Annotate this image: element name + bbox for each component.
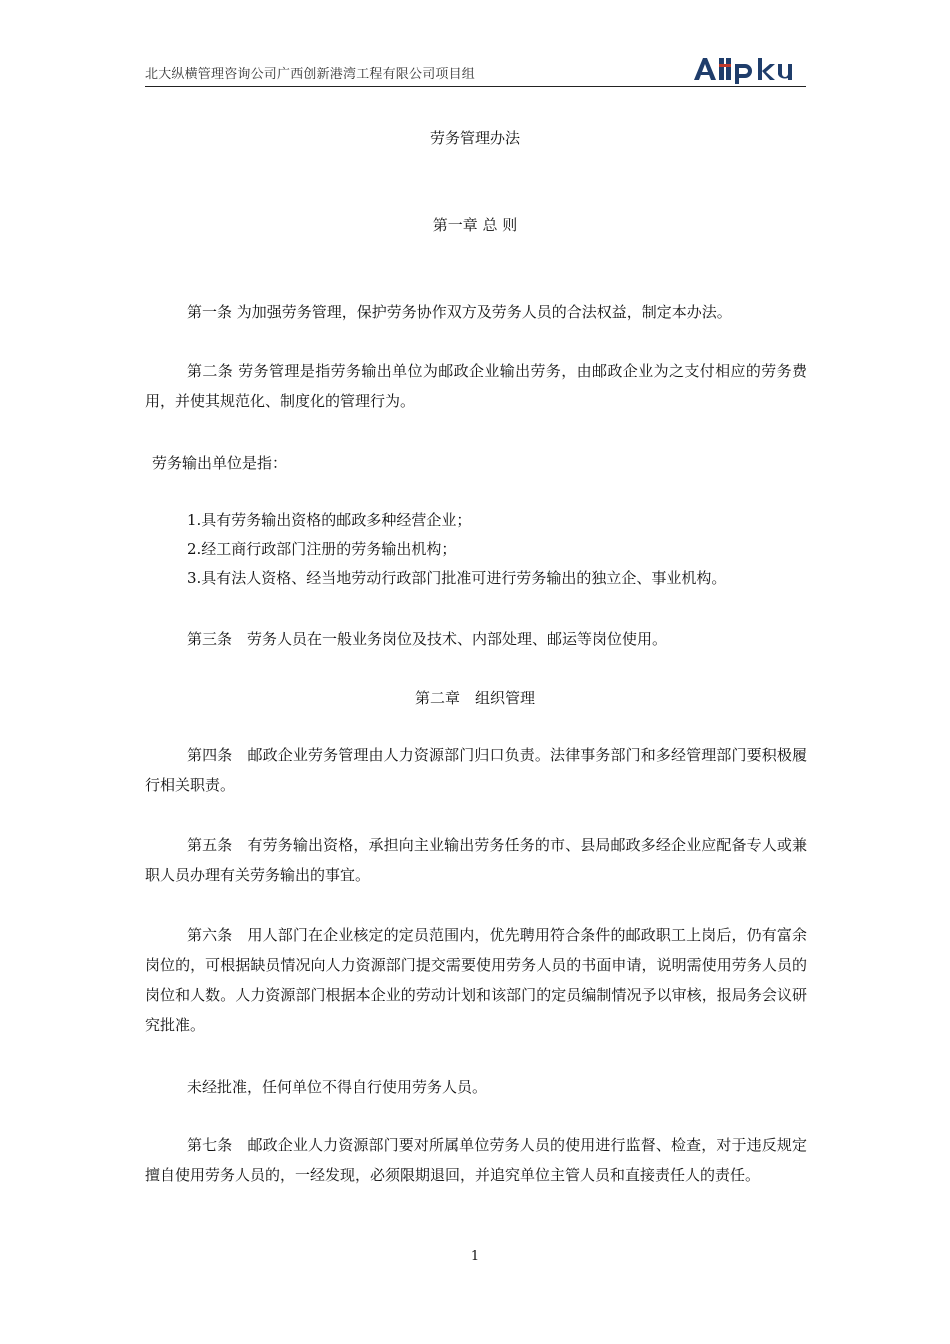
list-item: 2.经工商行政部门注册的劳务输出机构； (187, 540, 457, 558)
chapter-2-heading: 第二章 组织管理 (414, 689, 535, 707)
unapproved-notice: 未经批准，任何单位不得自行使用劳务人员。 (187, 1078, 488, 1096)
article-6: 第六条 用人部门在企业核定的定员范围内，优先聘用符合条件的邮政职工上岗后，仍有富余岗位的，可根据缺员情况向人力资源部门提交需要使用劳务人员的书面申请，说明需使用劳务人员的岗位和人数。人力资源部门根据本企业的劳动计划和该部门的定员编制情况予以审核，报局务会议研究批准。 (145, 926, 807, 1034)
document-title: 劳务管理办法 (429, 129, 520, 147)
allpku-logo (692, 54, 806, 84)
page-number: 1 (470, 1249, 480, 1264)
chapter-1-heading: 第一章 总 则 (432, 216, 518, 234)
article-2: 第二条 劳务管理是指劳务输出单位为邮政企业输出劳务，由邮政企业为之支付相应的劳务费用，并使其规范化、制度化的管理行为。 (145, 362, 807, 410)
article-5: 第五条 有劳务输出资格，承担向主业输出劳务任务的市、县局邮政多经企业应配备专人或兼职人员办理有关劳务输出的事宜。 (145, 836, 807, 884)
article-7: 第七条 邮政企业人力资源部门要对所属单位劳务人员的使用进行监督、检查，对于违反规定擅自使用劳务人员的，一经发现，必须限期退回，并追究单位主管人员和直接责任人的责任。 (145, 1136, 807, 1184)
page-header (145, 54, 806, 87)
list-item: 1.具有劳务输出资格的邮政多种经营企业； (187, 511, 472, 529)
list-item: 3.具有法人资格、经当地劳动行政部门批准可进行劳务输出的独立企、事业机构。 (187, 569, 727, 587)
article-3: 第三条 劳务人员在一般业务岗位及技术、内部处理、邮运等岗位使用。 (187, 630, 668, 648)
units-intro: 劳务输出单位是指： (152, 454, 288, 472)
article-1: 第一条 为加强劳务管理，保护劳务协作双方及劳务人员的合法权益，制定本办法。 (187, 303, 732, 321)
article-4: 第四条 邮政企业劳务管理由人力资源部门归口负责。法律事务部门和多经管理部门要积极履行相关职责。 (145, 746, 807, 794)
header-org-text: 北大纵横管理咨询公司广西创新港湾工程有限公司项目组 (145, 67, 476, 82)
units-list (187, 506, 726, 593)
